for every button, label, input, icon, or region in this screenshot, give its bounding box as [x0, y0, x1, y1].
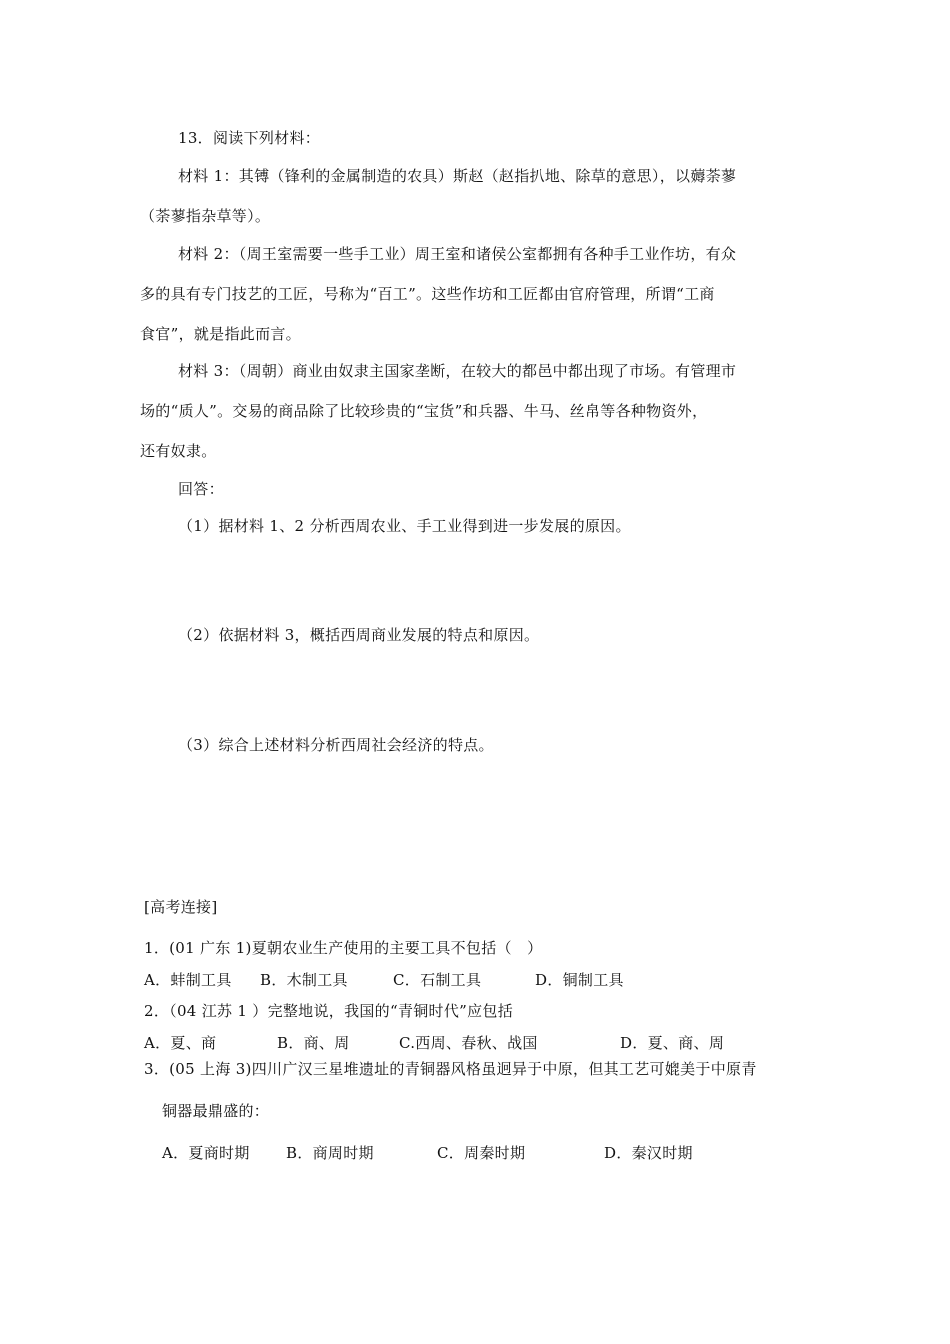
answer-label: 回答： [178, 480, 224, 498]
gaokao-header: [高考连接] [144, 898, 218, 916]
material-2-line-3: 食官”，就是指此而言。 [140, 325, 301, 343]
gaokao-q2-option-b: B．商、周 [277, 1034, 350, 1052]
gaokao-q2-option-a: A．夏、商 [144, 1034, 217, 1052]
gaokao-q1-option-a: A．蚌制工具 [144, 971, 232, 989]
gaokao-q3-option-d: D．秦汉时期 [604, 1144, 693, 1162]
gaokao-q3-stem-line-2: 铜器最鼎盛的： [162, 1102, 270, 1120]
gaokao-q1-option-c: C．石制工具 [393, 971, 482, 989]
gaokao-q2-option-c: C.西周、春秋、战国 [399, 1034, 538, 1052]
gaokao-q3-option-a: A．夏商时期 [162, 1144, 250, 1162]
material-3-line-1: 材料 3：（周朝）商业由奴隶主国家垄断，在较大的都邑中都出现了市场。有管理市 [178, 362, 737, 380]
gaokao-q1-option-b: B．木制工具 [260, 971, 348, 989]
q13-title: 13．阅读下列材料： [178, 129, 321, 147]
gaokao-q3-option-b: B．商周时期 [286, 1144, 374, 1162]
material-2-line-1: 材料 2：（周王室需要一些手工业）周王室和诸侯公室都拥有各种手工业作坊，有众 [178, 245, 737, 263]
material-2-line-2: 多的具有专门技艺的工匠，号称为“百工”。这些作坊和工匠都由官府管理，所谓“工商 [140, 285, 715, 303]
gaokao-q1-option-d: D．铜制工具 [535, 971, 624, 989]
gaokao-q2-stem: 2．（04 江苏 1 ）完整地说，我国的“青铜时代”应包括 [144, 1002, 514, 1020]
gaokao-q3-option-c: C．周秦时期 [437, 1144, 526, 1162]
material-1-line-1: 材料 1：其镈（锋利的金属制造的农具）斯赵（赵指扒地、除草的意思），以薅荼蓼 [178, 167, 737, 185]
material-1-line-2: （荼蓼指杂草等）。 [140, 207, 271, 225]
material-3-line-2: 场的“质人”。交易的商品除了比较珍贵的“宝货”和兵器、牛马、丝帛等各种物资外， [140, 402, 708, 420]
sub-question-3: （3）综合上述材料分析西周社会经济的特点。 [178, 736, 494, 754]
sub-question-2: （2）依据材料 3，概括西周商业发展的特点和原因。 [178, 626, 540, 644]
gaokao-q1-stem: 1．(01 广东 1)夏朝农业生产使用的主要工具不包括（ ） [144, 939, 543, 957]
gaokao-q3-stem-line-1: 3．(05 上海 3)四川广汉三星堆遗址的青铜器风格虽迥异于中原，但其工艺可媲美于中原青 [144, 1060, 757, 1078]
gaokao-q2-option-d: D．夏、商、周 [620, 1034, 725, 1052]
sub-question-1: （1）据材料 1、2 分析西周农业、手工业得到进一步发展的原因。 [178, 517, 631, 535]
material-3-line-3: 还有奴隶。 [140, 442, 217, 460]
